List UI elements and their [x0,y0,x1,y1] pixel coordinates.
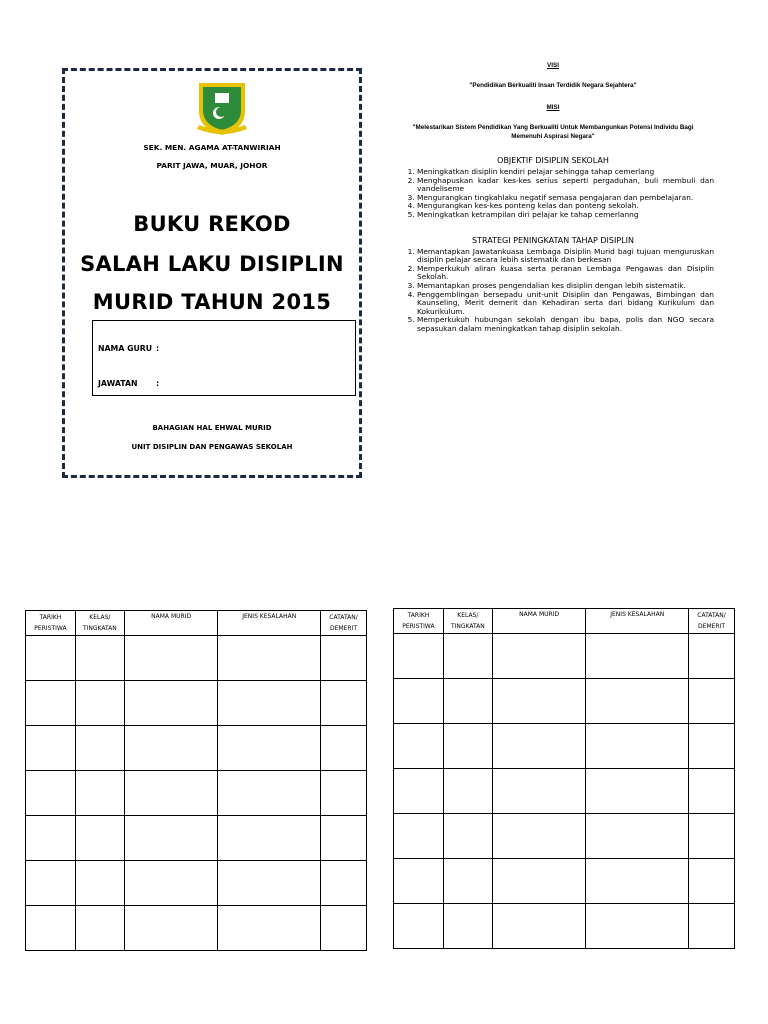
cell[interactable] [321,816,367,861]
list-item: 4. Penggemblingan bersepadu unit-unit Disiplin dan Pengawas, Bimbingan dan Kaunseling, Merit demerit dan Kehadiran serta dari bidang Kurikulum dan Kokurikulum. [417,291,714,317]
label-nama-guru: NAMA GURU [98,344,153,353]
table-row [26,861,367,906]
table-row [394,634,735,679]
list-item: 5. Memperkukuh hubungan sekolah dengan ibu bapa, polis dan NGO secara sepasukan dalam meningkatkan tahap disiplin sekolah. [417,316,714,333]
cell[interactable] [394,814,444,859]
cell[interactable] [492,904,586,949]
cell[interactable] [394,679,444,724]
table-header-row [394,609,735,634]
cell[interactable] [586,814,689,859]
cell[interactable] [75,636,124,681]
table-row [394,724,735,769]
table-row [26,771,367,816]
list-item: 2. Memperkukuh aliran kuasa serta peranan Lembaga Pengawas dan Disiplin Sekolah. [417,265,714,282]
cell[interactable] [218,771,321,816]
table-row [26,636,367,681]
cell[interactable] [218,816,321,861]
cell[interactable] [492,859,586,904]
header-nama-murid: NAMA MURID [492,609,586,634]
cell[interactable] [492,814,586,859]
cell[interactable] [586,724,689,769]
cell[interactable] [443,814,492,859]
table-header-row [26,611,367,636]
cell[interactable] [218,861,321,906]
header-catatan: CATATAN/ DEMERIT [321,611,367,636]
cell[interactable] [443,769,492,814]
cell[interactable] [394,904,444,949]
title-line-2: SALAH LAKU DISIPLIN [80,252,344,276]
label-jawatan: JAWATAN [98,379,138,388]
cell[interactable] [75,726,124,771]
table-row [394,769,735,814]
misi-heading: MISI [546,104,560,111]
cell[interactable] [26,861,76,906]
list-item: 3. Mengurangkan tingkahlaku negatif semasa pengajaran dan pembelajaran. [417,194,714,203]
cell[interactable] [26,681,76,726]
visi-heading: VISI [547,62,559,69]
cell[interactable] [492,769,586,814]
cell[interactable] [75,906,124,951]
cell[interactable] [689,634,735,679]
cell[interactable] [443,679,492,724]
cell[interactable] [75,816,124,861]
table-row [26,726,367,771]
cell[interactable] [124,861,218,906]
list-item: 3. Memantapkan proses pengendalian kes disiplin dengan lebih sistematik. [417,282,714,291]
cell[interactable] [26,636,76,681]
cell[interactable] [586,634,689,679]
cell[interactable] [394,859,444,904]
school-crest-icon [195,79,249,137]
cell[interactable] [394,769,444,814]
header-kelas: KELAS/ TINGKATAN [443,609,492,634]
cell[interactable] [586,679,689,724]
cell[interactable] [26,771,76,816]
cell[interactable] [75,861,124,906]
header-tarikh: TARIKH PERISTIWA [26,611,76,636]
table-row [394,859,735,904]
cell[interactable] [124,816,218,861]
list-item: 4. Mengurangkan kes-kes ponteng kelas dan ponteng sekolah. [417,202,714,211]
cell[interactable] [321,861,367,906]
cell[interactable] [75,771,124,816]
cell[interactable] [321,636,367,681]
cell[interactable] [689,724,735,769]
cell[interactable] [75,681,124,726]
cell[interactable] [443,724,492,769]
cell[interactable] [689,679,735,724]
list-item: 1. Memantapkan Jawatankuasa Lembaga Disiplin Murid bagi tujuan menguruskan disiplin pelajar secara lebih sistematik dan berkesan [417,248,714,265]
list-item: 5. Meningkatkan ketrampilan diri pelajar ke tahap cemerlanng [417,211,714,220]
title-line-1: BUKU REKOD [133,212,291,236]
cell[interactable] [321,726,367,771]
header-tarikh: TARIKH PERISTIWA [394,609,444,634]
cell[interactable] [492,679,586,724]
cell[interactable] [26,816,76,861]
table-row [394,814,735,859]
header-nama-murid: NAMA MURID [124,611,218,636]
footer-line-2: UNIT DISIPLIN DAN PENGAWAS SEKOLAH [131,443,293,451]
cell[interactable] [218,726,321,771]
cell[interactable] [26,726,76,771]
record-table-right [393,608,735,949]
title-line-3: MURID TAHUN 2015 [92,290,332,314]
cell[interactable] [443,859,492,904]
cell[interactable] [492,634,586,679]
table-row [394,904,735,949]
record-table-left [25,610,367,951]
vision-mission-section [392,62,714,334]
objektif-list [392,168,714,220]
table-row [394,679,735,724]
cell[interactable] [689,769,735,814]
cell[interactable] [443,904,492,949]
cell[interactable] [124,726,218,771]
colon: : [156,379,160,388]
cell[interactable] [492,724,586,769]
cell[interactable] [443,634,492,679]
strategi-list [392,248,714,334]
cell[interactable] [124,906,218,951]
cell[interactable] [586,904,689,949]
cell[interactable] [586,769,689,814]
strategi-heading: STRATEGI PENINGKATAN TAHAP DISIPLIN [472,235,634,245]
table-row [26,816,367,861]
table-row [26,681,367,726]
visi-text: "Pendidikan Berkualiti Insan Terdidik Negara Sejahtera" [469,82,637,89]
school-address: PARIT JAWA, MUAR, JOHOR [156,161,268,170]
list-item: 2. Menghapuskan kadar kes-kes serius seperti pergaduhan, buli membuli dan vandeliseme [417,177,714,194]
header-kelas: KELAS/ TINGKATAN [75,611,124,636]
misi-text: "Melestarikan Sistem Pendidikan Yang Berkualiti Untuk Membangunkan Potensi Individu Bagi Memenuhi Aspirasi Negara" [412,124,694,140]
cell[interactable] [394,634,444,679]
cell[interactable] [218,636,321,681]
header-jenis-kesalahan: JENIS KESALAHAN [586,609,689,634]
cell[interactable] [394,724,444,769]
cell[interactable] [689,904,735,949]
header-jenis-kesalahan: JENIS KESALAHAN [218,611,321,636]
cell[interactable] [218,906,321,951]
cell[interactable] [124,771,218,816]
cell[interactable] [321,681,367,726]
cell[interactable] [586,859,689,904]
list-item: 1. Meningkatkan disiplin kendiri pelajar sehingga tahap cemerlang [417,168,714,177]
cell[interactable] [124,636,218,681]
cell[interactable] [321,771,367,816]
cell[interactable] [124,681,218,726]
cell[interactable] [218,681,321,726]
teacher-info-box [92,320,356,396]
cover-page [62,68,362,478]
table-row [26,906,367,951]
cell[interactable] [689,859,735,904]
objektif-heading: OBJEKTIF DISIPLIN SEKOLAH [497,156,609,165]
cell[interactable] [321,906,367,951]
cell[interactable] [26,906,76,951]
colon: : [156,344,160,353]
cell[interactable] [689,814,735,859]
footer-line-1: BAHAGIAN HAL EHWAL MURID [152,424,272,432]
header-catatan: CATATAN/ DEMERIT [689,609,735,634]
school-name: SEK. MEN. AGAMA AT-TANWIRIAH [143,143,281,152]
